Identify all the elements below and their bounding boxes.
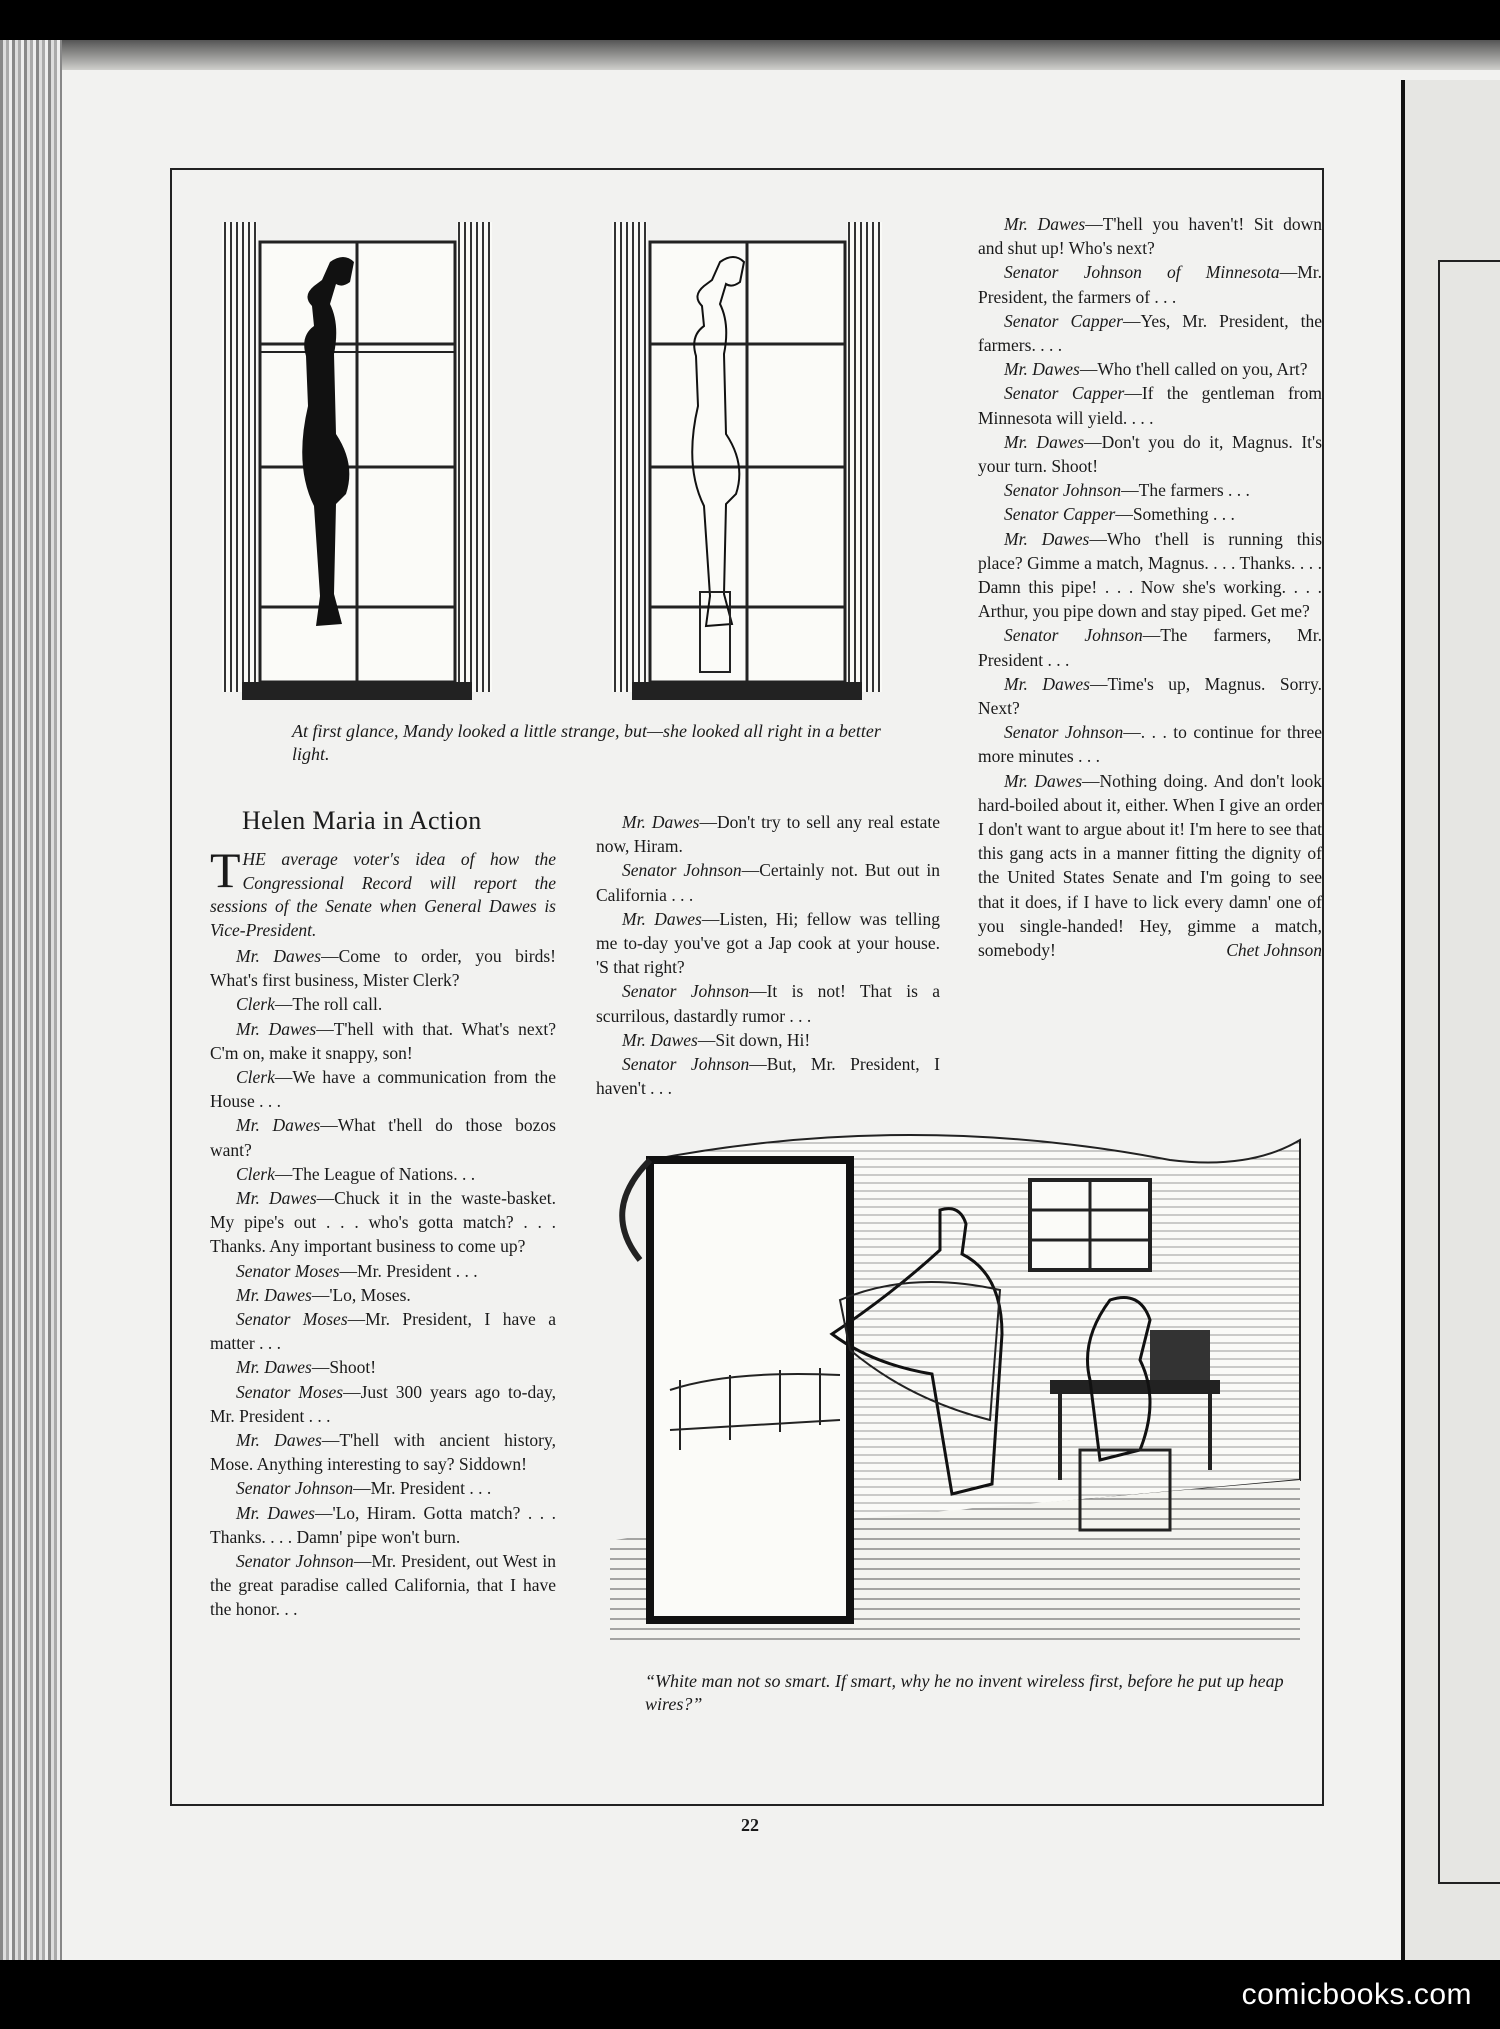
dialogue-text: —Who t'hell called on you, Art?: [1079, 359, 1308, 380]
dialogue-line: [210, 1380, 556, 1428]
dialogue-line: [978, 430, 1322, 478]
dialogue-text: —Don't try to sell any real estate now, Hiram.: [596, 812, 940, 857]
book-binding: [0, 40, 62, 1960]
desk: [1050, 1380, 1220, 1394]
dialogue-line: [978, 720, 1322, 768]
dialogue-text: —Mr. President . . .: [353, 1478, 492, 1499]
dialogue-line: [978, 478, 1322, 502]
dialogue-line: [210, 1113, 556, 1161]
dialogue-text: —Something . . .: [1115, 504, 1235, 525]
article-intro: [210, 842, 556, 942]
dialogue-text: —Listen, Hi; fellow was telling me to-day you've got a Jap cook at your house. 'S that right?: [596, 908, 940, 978]
dialogue-line: [210, 1307, 556, 1355]
speaker-name: Mr. Dawes: [1004, 770, 1083, 791]
dialogue-line: [210, 1259, 556, 1283]
speaker-name: Senator Moses: [236, 1260, 340, 1281]
speaker-name: Senator Johnson: [1004, 480, 1122, 501]
dialogue-line: [978, 527, 1322, 624]
dialogue-line: [978, 212, 1322, 260]
dialogue-line: [978, 769, 1322, 963]
speaker-name: Mr. Dawes: [236, 1430, 322, 1451]
dialogue-line: [596, 1028, 940, 1052]
speaker-name: Mr. Dawes: [1004, 528, 1090, 549]
dialogue-text: —Who t'hell is running this place? Gimme a match, Magnus. . . . Thanks. . . . Damn this pipe! . . . Now she's working. . . . Arthur, you pipe down and stay piped. Get me?: [978, 528, 1323, 622]
speaker-name: Clerk: [236, 994, 275, 1015]
speaker-name: Mr. Dawes: [236, 1357, 312, 1378]
speaker-name: Senator Capper: [1004, 310, 1123, 331]
speaker-name: Senator Capper: [1004, 504, 1116, 525]
dialogue-line: [210, 1428, 556, 1476]
wireless-illustration: [610, 1120, 1310, 1640]
dialogue-line: [596, 907, 940, 980]
dialogue-text: —It is not! That is a scurrilous, dastardly rumor . . .: [596, 981, 940, 1026]
dialogue-line: [978, 381, 1322, 429]
dialogue-line: [210, 944, 556, 992]
speaker-name: Mr. Dawes: [622, 1029, 698, 1050]
radio-set: [1150, 1330, 1210, 1380]
drop-cap: T: [210, 842, 241, 898]
column-2: [596, 810, 940, 1100]
speaker-name: Senator Johnson: [236, 1551, 354, 1572]
dialogue-text: —Mr. President, the farmers of . . .: [978, 262, 1322, 307]
dialogue-text: —T'hell you haven't! Sit down and shut up! Who's next?: [978, 214, 1323, 259]
speaker-name: Mr. Dawes: [622, 908, 702, 929]
dialogue-line: [210, 1065, 556, 1113]
dialogue-text: —Shoot!: [311, 1357, 377, 1378]
dialogue-text: —The roll call.: [274, 994, 383, 1015]
mandy-illustration: [212, 212, 952, 702]
speaker-name: Mr. Dawes: [1004, 431, 1085, 452]
dialogue-text: —. . . to continue for three more minutes . . .: [978, 722, 1322, 767]
speaker-name: Senator Johnson: [1004, 625, 1143, 646]
dialogue-text: —Mr. President, I have a matter . . .: [210, 1309, 556, 1354]
dialogue-line: [978, 623, 1322, 671]
speaker-name: Mr. Dawes: [236, 1284, 312, 1305]
top-illustration-caption: At first glance, Mandy looked a little strange, but—she looked all right in a better light.: [292, 721, 881, 764]
speaker-name: Mr. Dawes: [1004, 214, 1086, 234]
dialogue-text: —Sit down, Hi!: [697, 1029, 811, 1050]
dialogue-text: —Yes, Mr. President, the farmers. . . .: [978, 310, 1322, 356]
dialogue-line: [210, 1017, 556, 1065]
page-number: 22: [741, 1815, 759, 1835]
dialogue-text: —'Lo, Hiram. Gotta match? . . . Thanks. . . . Damn' pipe won't burn.: [210, 1502, 556, 1547]
intro-text: HE average voter's idea of how the Congressional Record will report the sessions of the Senate when General Dawes is Vice-President.: [210, 849, 556, 940]
dialogue-text: —'Lo, Moses.: [311, 1284, 411, 1305]
dialogue-line: [978, 672, 1322, 720]
speaker-name: Mr. Dawes: [1004, 359, 1080, 380]
watermark-text: comicbooks.com: [1241, 1978, 1472, 2011]
dialogue-line: [596, 979, 940, 1027]
dialogue-text: —If the gentleman from Minnesota will yield. . . .: [978, 383, 1322, 428]
dialogue-line: [596, 810, 940, 858]
dialogue-text: —The farmers, Mr. President . . .: [978, 625, 1322, 670]
speaker-name: Senator Moses: [236, 1309, 348, 1330]
dialogue-line: [596, 858, 940, 906]
speaker-name: Mr. Dawes: [236, 1502, 315, 1523]
dialogue-text: —Nothing doing. And don't look hard-boiled about it, either. When I give an order I don't want to argue about it! I'm here to see that this gang acts in a manner fitting the dignity of the United States Senate and I'm going to see that it does, if I have to lick every damn' one of you single-handed! Hey, gimme a match, somebody!: [978, 770, 1322, 961]
dialogue-line: [210, 992, 556, 1016]
speaker-name: Senator Johnson of Minnesota: [1004, 262, 1280, 283]
dialogue-text: —Mr. President, out West in the great paradise called California, that I have the honor. . .: [210, 1551, 556, 1620]
speaker-name: Mr. Dawes: [236, 946, 322, 966]
window-right: [612, 222, 882, 700]
dialogue-text: —Don't you do it, Magnus. It's your turn. Shoot!: [978, 431, 1323, 477]
dialogue-text: —Time's up, Magnus. Sorry. Next?: [978, 673, 1323, 719]
bottom-illustration-caption: “White man not so smart. If smart, why he no invent wireless first, before he put up heap wires?”: [645, 1671, 1284, 1714]
dialogue-line: [978, 260, 1322, 308]
dialogue-line: [978, 502, 1322, 526]
dialogue-text: —T'hell with that. What's next? C'm on, make it snappy, son!: [210, 1018, 556, 1063]
window-left: [222, 222, 492, 700]
dialogue-line: [210, 1476, 556, 1500]
dialogue-line: [210, 1501, 556, 1549]
dialogue-line: [210, 1549, 556, 1622]
speaker-name: Mr. Dawes: [1004, 673, 1090, 694]
dialogue-line: [978, 309, 1322, 357]
speaker-name: Mr. Dawes: [236, 1018, 317, 1039]
speaker-name: Senator Johnson: [622, 860, 742, 881]
speaker-name: Senator Moses: [236, 1381, 344, 1402]
speaker-name: Mr. Dawes: [622, 812, 700, 832]
dialogue-text: —Mr. President . . .: [339, 1260, 478, 1281]
dialogue-line: [210, 1186, 556, 1259]
speaker-name: Mr. Dawes: [236, 1115, 321, 1136]
speaker-name: Senator Johnson: [236, 1478, 354, 1499]
speaker-name: Senator Johnson: [622, 1054, 750, 1075]
dialogue-line: [596, 1052, 940, 1100]
speaker-name: Clerk: [236, 1067, 275, 1088]
dialogue-text: —Certainly not. But out in California . . .: [596, 860, 940, 905]
dialogue-text: —Chuck it in the waste-basket. My pipe's out . . . who's gotta match? . . . Thanks. Any important business to come up?: [210, 1188, 556, 1257]
dialogue-text: —Just 300 years ago to-day, Mr. President . . .: [210, 1381, 557, 1426]
dialogue-line: [210, 1283, 556, 1307]
dialogue-text: —The League of Nations. . .: [274, 1163, 476, 1184]
article-title: Helen Maria in Action: [242, 806, 482, 835]
dialogue-line: [978, 357, 1322, 381]
dialogue-text: —The farmers . . .: [1121, 480, 1250, 501]
column-3: [978, 212, 1322, 962]
dialogue-text: —But, Mr. President, I haven't . . .: [596, 1054, 940, 1099]
speaker-name: Senator Johnson: [1004, 722, 1124, 743]
speaker-name: Senator Johnson: [622, 981, 750, 1002]
speaker-name: Senator Capper: [1004, 383, 1125, 404]
dialogue-text: —T'hell with ancient history, Mose. Anything interesting to say? Siddown!: [210, 1430, 556, 1475]
dialogue-text: —We have a communication from the House . . .: [210, 1067, 556, 1112]
facing-page: [1401, 80, 1500, 1960]
speaker-name: Clerk: [236, 1163, 275, 1184]
page-top-edge: [0, 40, 1500, 70]
dialogue-text: —What t'hell do those bozos want?: [210, 1115, 556, 1160]
author-signature: Chet Johnson: [1226, 940, 1322, 961]
dialogue-text: —Come to order, you birds! What's first business, Mister Clerk?: [210, 946, 557, 991]
speaker-name: Mr. Dawes: [236, 1188, 317, 1209]
column-1: [210, 944, 556, 1622]
dialogue-line: [210, 1162, 556, 1186]
dialogue-line: [210, 1355, 556, 1379]
facing-page-frame: [1438, 260, 1500, 1884]
